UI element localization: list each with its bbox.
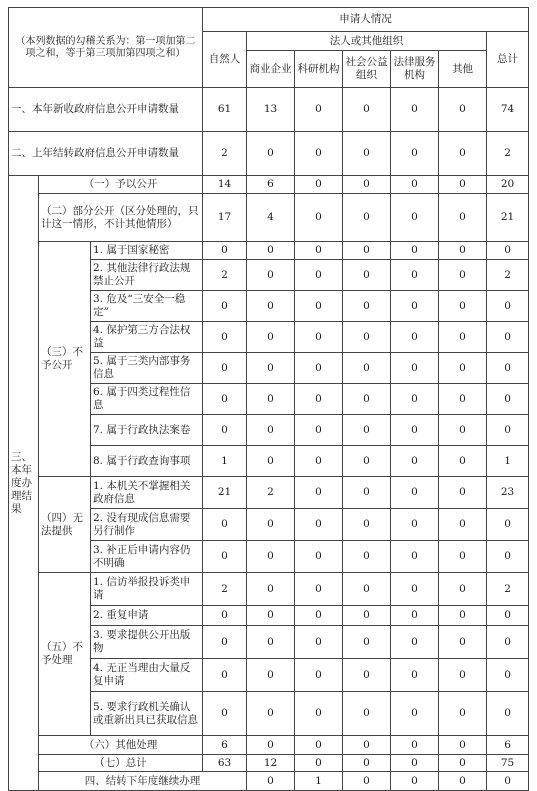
row-label: 4. 无正当理由大量反复申请	[91, 659, 203, 692]
cell-value: 0	[295, 509, 343, 541]
cell-value: 2	[203, 132, 247, 176]
cell-value: 20	[487, 176, 529, 194]
document-page	[8, 7, 529, 791]
cell-value: 0	[439, 755, 487, 772]
cell-value: 0	[343, 88, 391, 132]
cell-value: 0	[391, 606, 439, 626]
cell-value: 0	[247, 291, 295, 322]
cell-value: 0	[203, 242, 247, 260]
cell-value: 6	[487, 736, 529, 755]
section-3-label: 三、本年度办理结果	[9, 176, 39, 791]
cell-value: 0	[439, 176, 487, 194]
cell-value: 0	[439, 384, 487, 415]
header-col-research: 科研机构	[295, 51, 343, 88]
cell-value: 0	[295, 260, 343, 291]
cell-value: 0	[295, 132, 343, 176]
cell-value: 0	[439, 692, 487, 736]
cell-value: 0	[343, 353, 391, 384]
row-label: 5. 要求行政机关确认或重新出具已获取信息	[91, 692, 203, 736]
row-label: （七）总计	[39, 755, 203, 772]
cell-value: 0	[203, 509, 247, 541]
cell-value: 0	[343, 291, 391, 322]
cell-value: 0	[439, 260, 487, 291]
cell-value: 0	[439, 772, 487, 791]
cell-value: 13	[247, 88, 295, 132]
cell-value: 0	[487, 322, 529, 353]
cell-value: 0	[391, 353, 439, 384]
cell-value: 0	[391, 176, 439, 194]
cell-value: 0	[295, 415, 343, 446]
cell-value: 6	[203, 736, 247, 755]
cell-value: 4	[247, 194, 295, 242]
cell-value: 0	[295, 176, 343, 194]
cell-value: 0	[391, 384, 439, 415]
cell-value: 0	[247, 242, 295, 260]
cell-value: 0	[295, 322, 343, 353]
cell-value: 0	[391, 772, 439, 791]
cell-value: 0	[391, 755, 439, 772]
cell-value: 0	[439, 477, 487, 509]
cell-value: 0	[487, 353, 529, 384]
cell-value: 0	[247, 659, 295, 692]
cell-value: 0	[487, 242, 529, 260]
cell-value: 0	[343, 446, 391, 477]
cell-value: 0	[439, 446, 487, 477]
cell-value: 0	[487, 659, 529, 692]
cell-value: 0	[247, 509, 295, 541]
table-row	[9, 88, 529, 132]
cell-value: 0	[439, 509, 487, 541]
cell-value: 0	[203, 322, 247, 353]
header-applicant-info: 申请人情况	[203, 8, 529, 32]
table-row	[9, 176, 529, 194]
cell-value: 0	[391, 573, 439, 606]
row-label: 二、上年结转政府信息公开申请数量	[9, 132, 203, 176]
cell-value: 0	[295, 573, 343, 606]
cell-value: 0	[295, 626, 343, 659]
cell-value: 0	[487, 692, 529, 736]
cell-value: 0	[439, 322, 487, 353]
header-natural-person: 自然人	[203, 32, 247, 88]
cell-value: 0	[295, 291, 343, 322]
row-label: 1. 信访举报投诉类申请	[91, 573, 203, 606]
cell-value: 74	[487, 88, 529, 132]
row-label: 6. 属于四类过程性信息	[91, 384, 203, 415]
table-row	[9, 573, 529, 606]
cell-value: 0	[295, 736, 343, 755]
cell-value: 0	[295, 384, 343, 415]
row-label: （一）予以公开	[39, 176, 203, 194]
cell-value: 0	[391, 626, 439, 659]
cell-value: 0	[247, 626, 295, 659]
cell-value: 0	[343, 509, 391, 541]
cell-value: 2	[203, 573, 247, 606]
cell-value: 0	[439, 88, 487, 132]
cell-value: 0	[487, 626, 529, 659]
cell-value: 17	[203, 194, 247, 242]
cell-value: 0	[391, 194, 439, 242]
cell-value: 2	[487, 132, 529, 176]
row-label: 4. 保护第三方合法权益	[91, 322, 203, 353]
cell-value: 61	[203, 88, 247, 132]
cell-value: 0	[343, 260, 391, 291]
row-label: 7. 属于行政执法案卷	[91, 415, 203, 446]
cell-value: 0	[343, 242, 391, 260]
row-label: 四、结转下年度继续办理	[39, 772, 247, 791]
row-label: （二）部分公开（区分处理的，只计这一情形，不计其他情形）	[39, 194, 203, 242]
cell-value: 1	[295, 772, 343, 791]
cell-value: 0	[391, 415, 439, 446]
cell-value: 2	[487, 260, 529, 291]
cell-value: 14	[203, 176, 247, 194]
cell-value: 0	[343, 659, 391, 692]
cell-value: 0	[343, 573, 391, 606]
cell-value: 0	[439, 291, 487, 322]
table-row	[9, 132, 529, 176]
cell-value: 1	[487, 446, 529, 477]
cell-value: 0	[487, 415, 529, 446]
cell-value: 0	[391, 541, 439, 573]
row-label: 3. 要求提供公开出版物	[91, 626, 203, 659]
cell-value: 0	[295, 659, 343, 692]
cell-value: 0	[295, 353, 343, 384]
cell-value: 0	[247, 132, 295, 176]
cell-value: 0	[391, 242, 439, 260]
cell-value: 0	[439, 573, 487, 606]
cell-value: 0	[247, 415, 295, 446]
cell-value: 0	[439, 353, 487, 384]
cell-value: 0	[439, 132, 487, 176]
cell-value: 0	[391, 322, 439, 353]
cell-value: 0	[343, 541, 391, 573]
cell-value: 0	[247, 692, 295, 736]
cell-value: 0	[391, 659, 439, 692]
header-note: （本列数据的勾稽关系为：第一项加第二项之和，等于第三项加第四项之和）	[9, 8, 203, 88]
cell-value: 0	[439, 659, 487, 692]
row-label: 2. 重复申请	[91, 606, 203, 626]
cell-value: 21	[487, 194, 529, 242]
cell-value: 0	[203, 353, 247, 384]
cell-value: 0	[391, 509, 439, 541]
group-label-unable-to-provide: （四）无法提供	[39, 477, 91, 573]
table-row	[9, 242, 529, 260]
cell-value: 0	[247, 606, 295, 626]
cell-value: 0	[247, 260, 295, 291]
cell-value: 0	[295, 88, 343, 132]
cell-value: 6	[247, 176, 295, 194]
cell-value: 0	[295, 242, 343, 260]
cell-value: 0	[487, 772, 529, 791]
cell-value: 0	[391, 692, 439, 736]
group-label-not-processed: （五）不予处理	[39, 573, 91, 736]
cell-value: 0	[203, 541, 247, 573]
cell-value: 2	[247, 477, 295, 509]
cell-value: 0	[487, 541, 529, 573]
cell-value: 0	[247, 573, 295, 606]
cell-value: 75	[487, 755, 529, 772]
cell-value: 63	[203, 755, 247, 772]
cell-value: 0	[203, 291, 247, 322]
cell-value: 0	[487, 606, 529, 626]
table-row	[9, 477, 529, 509]
cell-value: 0	[247, 541, 295, 573]
cell-value: 0	[203, 692, 247, 736]
cell-value: 2	[487, 573, 529, 606]
cell-value: 1	[203, 446, 247, 477]
table-row	[9, 772, 529, 791]
cell-value: 0	[439, 736, 487, 755]
cell-value: 0	[343, 692, 391, 736]
cell-value: 0	[295, 755, 343, 772]
cell-value: 0	[391, 736, 439, 755]
cell-value: 0	[343, 384, 391, 415]
cell-value: 0	[343, 736, 391, 755]
cell-value: 0	[487, 384, 529, 415]
header-legal-group: 法人或其他组织	[247, 32, 487, 51]
table-row	[9, 736, 529, 755]
row-label: （六）其他处理	[39, 736, 203, 755]
row-label: 1. 属于国家秘密	[91, 242, 203, 260]
cell-value: 0	[343, 606, 391, 626]
cell-value: 0	[343, 755, 391, 772]
cell-value: 0	[343, 132, 391, 176]
cell-value: 0	[391, 88, 439, 132]
cell-value: 0	[203, 384, 247, 415]
row-label: 1. 本机关不掌握相关政府信息	[91, 477, 203, 509]
cell-value: 2	[203, 260, 247, 291]
table-row	[9, 194, 529, 242]
cell-value: 12	[247, 755, 295, 772]
cell-value: 0	[203, 606, 247, 626]
row-label: 2. 其他法律行政法规禁止公开	[91, 260, 203, 291]
cell-value: 0	[391, 291, 439, 322]
header-total: 总计	[487, 32, 529, 88]
header-col-legal-service: 法律服务机构	[391, 51, 439, 88]
row-label: 8. 属于行政查询事项	[91, 446, 203, 477]
header-col-other: 其他	[439, 51, 487, 88]
row-label: 3. 补正后申请内容仍不明确	[91, 541, 203, 573]
cell-value: 0	[439, 606, 487, 626]
cell-value: 0	[439, 626, 487, 659]
cell-value: 0	[203, 626, 247, 659]
cell-value: 0	[391, 446, 439, 477]
cell-value: 0	[247, 772, 295, 791]
cell-value: 0	[439, 242, 487, 260]
cell-value: 0	[439, 415, 487, 446]
cell-value: 0	[343, 626, 391, 659]
cell-value: 0	[391, 477, 439, 509]
cell-value: 0	[295, 541, 343, 573]
cell-value: 23	[487, 477, 529, 509]
cell-value: 0	[343, 194, 391, 242]
header-col-public-welfare: 社会公益组织	[343, 51, 391, 88]
cell-value: 21	[203, 477, 247, 509]
cell-value: 0	[295, 194, 343, 242]
cell-value: 0	[247, 322, 295, 353]
header-col-business: 商业企业	[247, 51, 295, 88]
row-label: 3. 危及“三安全一稳定”	[91, 291, 203, 322]
cell-value: 0	[343, 772, 391, 791]
application-statistics-table	[8, 7, 529, 791]
cell-value: 0	[343, 176, 391, 194]
group-label-no-disclosure: （三）不予公开	[39, 242, 91, 477]
cell-value: 0	[295, 446, 343, 477]
row-label: 2. 没有现成信息需要另行制作	[91, 509, 203, 541]
cell-value: 0	[295, 606, 343, 626]
cell-value: 0	[295, 692, 343, 736]
cell-value: 0	[295, 477, 343, 509]
row-label: 一、本年新收政府信息公开申请数量	[9, 88, 203, 132]
cell-value: 0	[247, 446, 295, 477]
cell-value: 0	[247, 384, 295, 415]
cell-value: 0	[487, 291, 529, 322]
cell-value: 0	[391, 132, 439, 176]
row-label: 5. 属于三类内部事务信息	[91, 353, 203, 384]
cell-value: 0	[487, 509, 529, 541]
cell-value: 0	[247, 353, 295, 384]
cell-value: 0	[439, 194, 487, 242]
cell-value: 0	[439, 541, 487, 573]
cell-value: 0	[391, 260, 439, 291]
table-row	[9, 755, 529, 772]
cell-value: 0	[343, 477, 391, 509]
cell-value: 0	[203, 415, 247, 446]
cell-value: 0	[247, 736, 295, 755]
cell-value: 0	[203, 659, 247, 692]
cell-value: 0	[343, 415, 391, 446]
cell-value: 0	[343, 322, 391, 353]
